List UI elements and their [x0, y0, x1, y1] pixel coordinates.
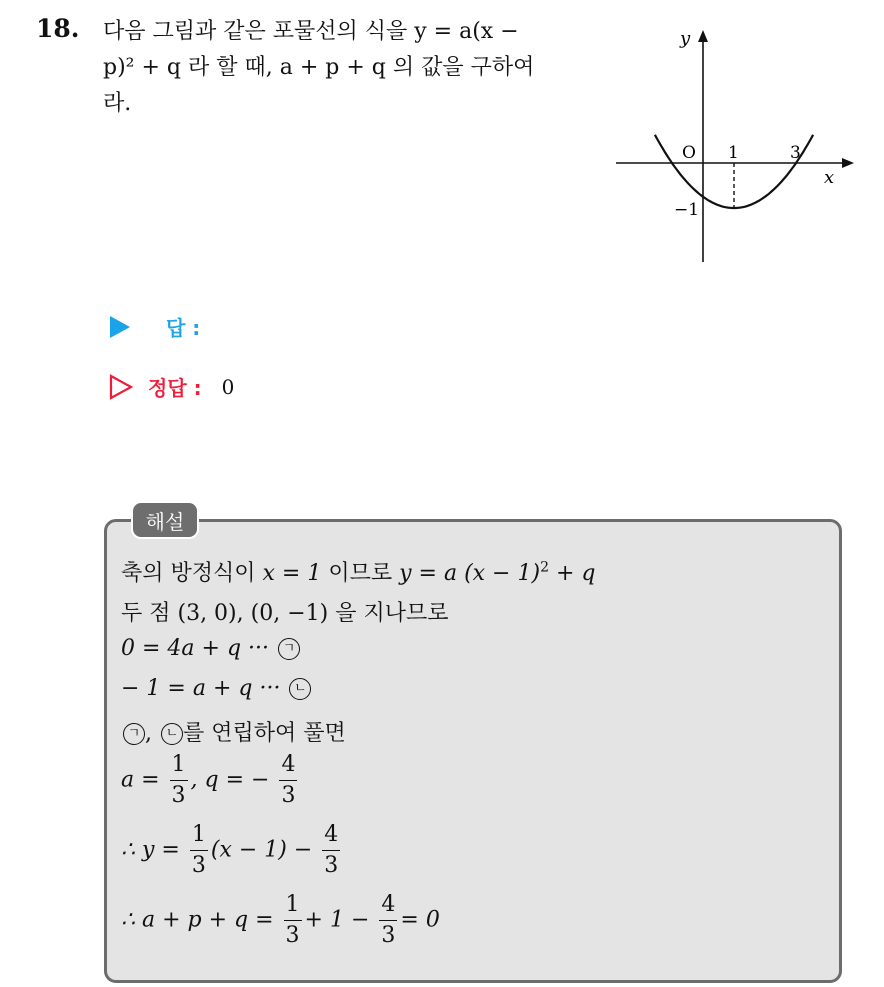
fraction	[170, 750, 188, 811]
answer-row	[108, 312, 200, 341]
correct-answer-value: 0	[221, 374, 235, 399]
sol-l1-exp: 2	[540, 559, 549, 576]
frac-numerator: 1	[284, 890, 302, 921]
sol-l5-mid: ,	[145, 721, 159, 746]
frac-numerator: 1	[190, 820, 208, 851]
solution-line-8	[121, 890, 440, 951]
play-arrow-icon	[108, 314, 132, 340]
question-line-3: 라.	[103, 91, 132, 116]
frac-numerator: 1	[170, 750, 188, 781]
frac-numerator: 4	[279, 750, 297, 781]
solution-line-1	[121, 556, 596, 587]
correct-answer-row	[108, 372, 234, 401]
fraction	[322, 820, 340, 881]
fraction	[190, 820, 208, 881]
question-number: 18.	[36, 14, 80, 43]
answer-label: 답 :	[166, 316, 201, 340]
sol-l8-tail: = 0	[400, 907, 440, 933]
x-axis-arrow	[842, 158, 854, 168]
frac-numerator: 4	[379, 890, 397, 921]
correct-answer-label: 정답 :	[148, 376, 202, 400]
solution-line-2: 두 점 (3, 0), (0, −1) 을 지나므로	[121, 601, 449, 626]
frac-denominator: 3	[171, 783, 186, 808]
sol-l5-tail: 를 연립하여 풀면	[183, 721, 346, 746]
tick-label-1: 1	[728, 143, 739, 163]
sol-l1-math2: y = a (x − 1)	[399, 561, 541, 586]
sol-l3-eq: 0 = 4a + q ···	[121, 636, 276, 661]
frac-denominator: 3	[285, 923, 300, 948]
circled-nieun-icon: ㄴ	[289, 678, 311, 700]
circled-nieun-icon: ㄴ	[161, 723, 183, 745]
outline-arrow-icon	[108, 373, 134, 401]
sol-l8-pre: ∴ a + p + q =	[121, 907, 274, 933]
frac-denominator: 3	[191, 853, 206, 878]
solution-line-3	[121, 636, 300, 661]
question-line-2: p)² + q 라 할 때, a + p + q 의 값을 구하여	[103, 55, 535, 80]
fraction	[379, 890, 397, 951]
sol-l1-text: 축의 방정식이	[121, 561, 256, 586]
solution-line-7	[121, 820, 343, 881]
solution-line-6	[121, 750, 300, 811]
sol-l1-tail: + q	[555, 561, 596, 586]
question-text	[103, 14, 595, 122]
sol-l7-pre: ∴ y =	[121, 837, 180, 863]
x-axis-label: x	[824, 167, 835, 188]
y-axis-label: y	[680, 28, 691, 49]
frac-numerator: 4	[322, 820, 340, 851]
sol-l8-mid: + 1 −	[304, 907, 370, 933]
parabola-graph	[612, 18, 860, 268]
sol-l1-mid: 이므로	[328, 561, 393, 586]
frac-denominator: 3	[281, 783, 296, 808]
circled-giyeok-icon: ㄱ	[278, 638, 300, 660]
solution-line-4	[121, 676, 311, 701]
sol-l7-mid: (x − 1) −	[210, 837, 313, 863]
sol-l4-eq: − 1 = a + q ···	[121, 676, 288, 701]
fraction	[284, 890, 302, 951]
solution-line-5	[121, 716, 346, 747]
origin-label: O	[682, 143, 696, 163]
sol-l6-a: a =	[121, 767, 160, 793]
sol-l6-mid: , q = −	[190, 767, 270, 793]
solution-tag: 해설	[131, 501, 199, 539]
sol-l1-math1: x = 1	[262, 561, 322, 586]
fraction	[279, 750, 297, 811]
tick-label-neg1: −1	[674, 200, 700, 220]
question-line-1: 다음 그림과 같은 포물선의 식을 y = a(x −	[103, 19, 519, 44]
frac-denominator: 3	[324, 853, 339, 878]
y-axis-arrow	[698, 30, 708, 42]
circled-giyeok-icon: ㄱ	[123, 723, 145, 745]
tick-label-3: 3	[790, 143, 801, 163]
frac-denominator: 3	[381, 923, 396, 948]
